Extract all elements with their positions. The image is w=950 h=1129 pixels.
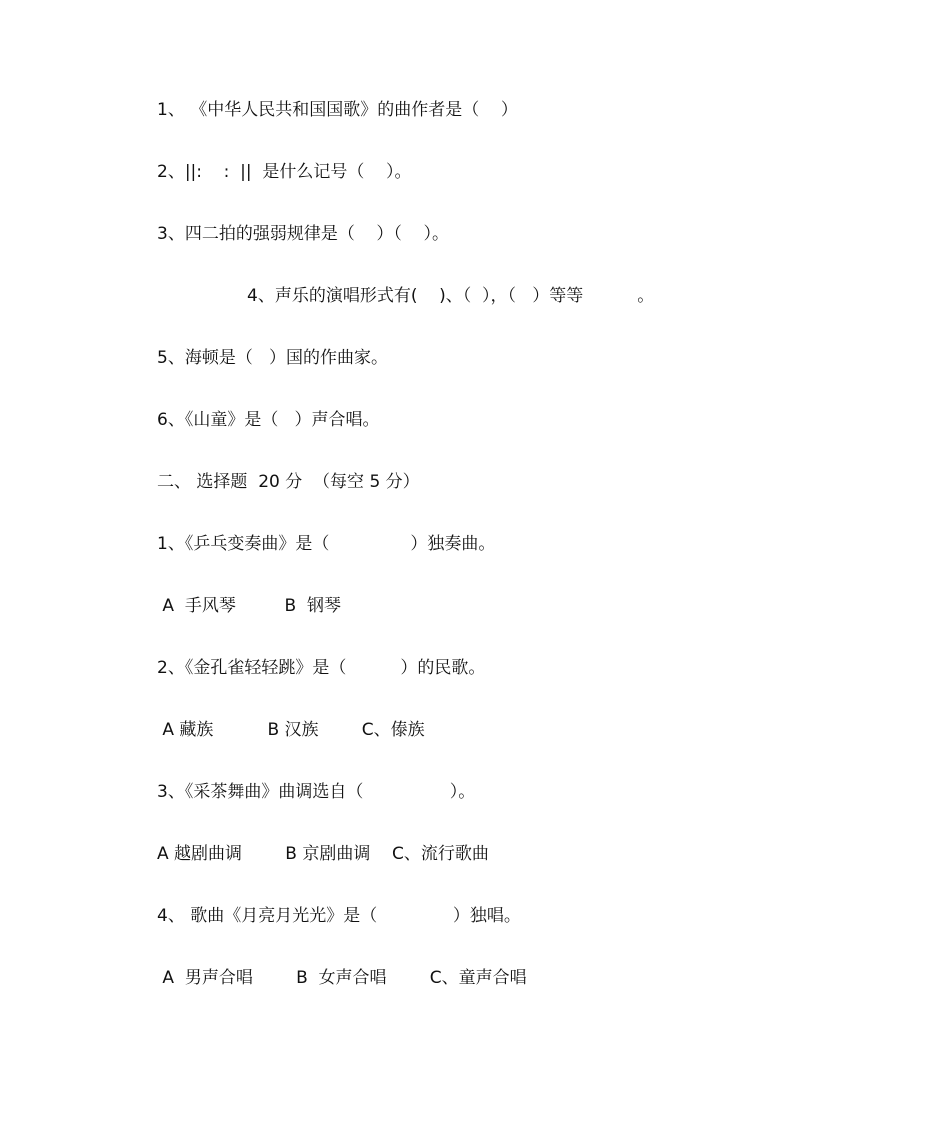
choice-question-3: 3、《采茶舞曲》曲调选自（ ）。 <box>157 782 476 802</box>
fill-question-2: 2、||: : || 是什么记号（ ）。 <box>157 162 412 182</box>
choice-options-3: A 越剧曲调 B 京剧曲调 C、流行歌曲 <box>157 844 489 864</box>
fill-question-3: 3、四二拍的强弱规律是（ ）（ ）。 <box>157 224 450 244</box>
fill-question-4: 4、声乐的演唱形式有( )、（ ），（ ）等等 。 <box>247 286 655 306</box>
choice-options-1: A 手风琴 B 钢琴 <box>157 596 341 616</box>
choice-question-4: 4、 歌曲《月亮月光光》是（ ）独唱。 <box>157 906 521 926</box>
fill-question-6: 6、《山童》是（ ）声合唱。 <box>157 410 380 430</box>
choice-question-1: 1、《乒乓变奏曲》是（ ）独奏曲。 <box>157 534 496 554</box>
section-heading: 二、 选择题 20 分 （每空 5 分） <box>157 472 420 492</box>
choice-question-2: 2、《金孔雀轻轻跳》是（ ）的民歌。 <box>157 658 486 678</box>
choice-options-4: A 男声合唱 B 女声合唱 C、童声合唱 <box>157 968 527 988</box>
fill-question-1: 1、 《中华人民共和国国歌》的曲作者是（ ） <box>157 100 518 120</box>
fill-question-5: 5、海顿是（ ）国的作曲家。 <box>157 348 389 368</box>
choice-options-2: A 藏族 B 汉族 C、傣族 <box>157 720 425 740</box>
